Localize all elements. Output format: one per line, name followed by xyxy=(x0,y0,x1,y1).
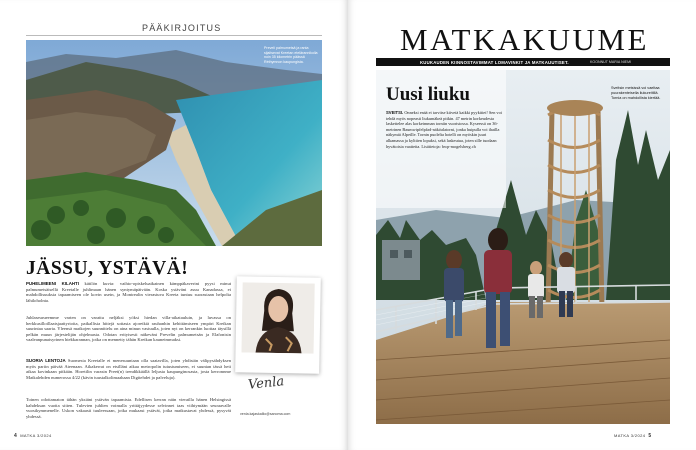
page-number: 4 xyxy=(14,433,18,439)
body-paragraph xyxy=(26,358,231,380)
author-portrait xyxy=(235,276,321,373)
paragraph-lead: SUORIA LENTOJA xyxy=(26,358,66,363)
photo-caption: Sveitsin metsissä voi vaeltaa puurakenteisella liukureitillä. Tornia on mahdollista kiertää. xyxy=(611,86,661,100)
subheader-credit: KOONNUT MARIA NIEMI xyxy=(590,59,632,64)
page-number: 5 xyxy=(648,433,652,439)
section-label: PÄÄKIRJOITUS xyxy=(142,23,222,33)
masthead: MATKAKUUME xyxy=(400,22,649,57)
page-footer xyxy=(14,433,52,439)
section-divider xyxy=(26,35,322,36)
story-lead: SVEITSI. xyxy=(386,110,404,115)
body-paragraph xyxy=(26,315,231,343)
body-paragraph xyxy=(26,397,231,419)
signature: Venla xyxy=(247,374,285,393)
paragraph-text: Juhlaseurueemme varten on varattu neljäksi yöksi hiedan villa-aikatauluin, ja luvassa on herkkusilloillaatsjaattyrioita, paikallisia hittejä sottasia ajoretkiä rauhanhin kehittämiseen ympäri Kreikan suurintaa saarta. Yleensä matkojen suunnittelu on aina minun vastuulla, joten nyt on kerrankin luottaa täysillä pelkän muun järjestelijän ohjelmasta. Odotan erityisesti näkeväni Prevelin palmumetsän ja Elafonisin vaaleanpunaisyrinen hiekkarannan, jotka on mennetty tähän Kreikan kauneimmaksi. xyxy=(26,315,231,343)
footer-issue: MATKA 3/2024 xyxy=(614,433,646,438)
paragraph-lead: PUHELIMEENI KILAHTI xyxy=(26,281,79,286)
story-title: Uusi liuku xyxy=(386,84,470,105)
footer-issue: MATKA 3/2024 xyxy=(20,433,52,438)
coast-photo xyxy=(26,40,322,246)
story-body xyxy=(386,110,504,149)
photo-caption: Preveli palmumetsä ja ranta sijaitsevat Kreetan etelärannikolla noin 35 kilometrin päässä Réthymnon kaupungista. xyxy=(264,46,318,64)
paragraph-text: Toinen odottamaton tähän yksiäni ystävän tapaamista. Edellisen kerran näin vierailla hänen Helsingissä kahdeksan vuotta sitten. Tulevien juhlien voimalla yrittäjyydesse selvinnet taas viihtymään seuraavalle vuosikymmenelle. Uskon vakaasti tuuleessaan, jotka mukaasi ystävät, jotka matkustavat yhdessä, pysyvät yhdessä. xyxy=(26,397,231,419)
subheader-text: KUUKAUDEN KIINNOSTAVIMMAT LOMAVINKIT JA MATKAUUTISET. xyxy=(420,59,569,65)
editorial-title: JÄSSU, YSTÄVÄ! xyxy=(26,258,189,279)
page-footer xyxy=(614,433,652,439)
paragraph-text: kätilön kuvia: vaihto-opiskeluaikainen kämppäkaverini pyysi minut palmumetsäisellä Kreetalle juhlimaan hänen syntymäpäivään. Koska ystäväni asuu Kanadassa, ei mahdollisuuksia tapaamiseen ole kovin usein, ja Montrealin vierastuva Kreeta tuntuu suorastaan helpolta lähiloholnta. xyxy=(26,281,232,303)
author-email: venla.kajaskallio@sanoma.com xyxy=(240,412,291,416)
body-paragraph xyxy=(26,281,231,303)
paragraph-text: Suomesta Kreetalle ei menesuuntaan olla saatavilla, joten yhdistän välipysähdyksen myös pariin päivää Ateenaan. Aikakerrat on etsilläni aikaa metropolin tutustumiseen, ei suuntan tässä heti aikaa kovinkaan pitkään. Horetilin varasin Preet(n) trendikkäällä Ieljusta kaupunginosasta, josta kerronnme Matkalehden numerossa 4/22 (kävin tuustalkolimaahaan Digitehdet ja palveluja). xyxy=(26,358,232,380)
story-text: Onneksi enää ei tarvitse kiivetä kaikki pyykitiet! Sen voi tehdä myös nopeasti liukumäkeä pitkin. 47 metrin korkeudesta laskettelee alas korkeimman torniin vuoristossa. Kyseessä on 36-metrinen Baumwipfelpfad-näköalatorni, jonka huipulla voi ihailla näkymiä Alpeille. Tornin puolelta hotelli on myöskin juuri alkamassa ja kylttien lopuksi, sekä laskeutua, joten sille tuodaan hyvätoisia vaatteita. Lisätietoja: bwp-mogelsberg.ch xyxy=(386,110,502,149)
